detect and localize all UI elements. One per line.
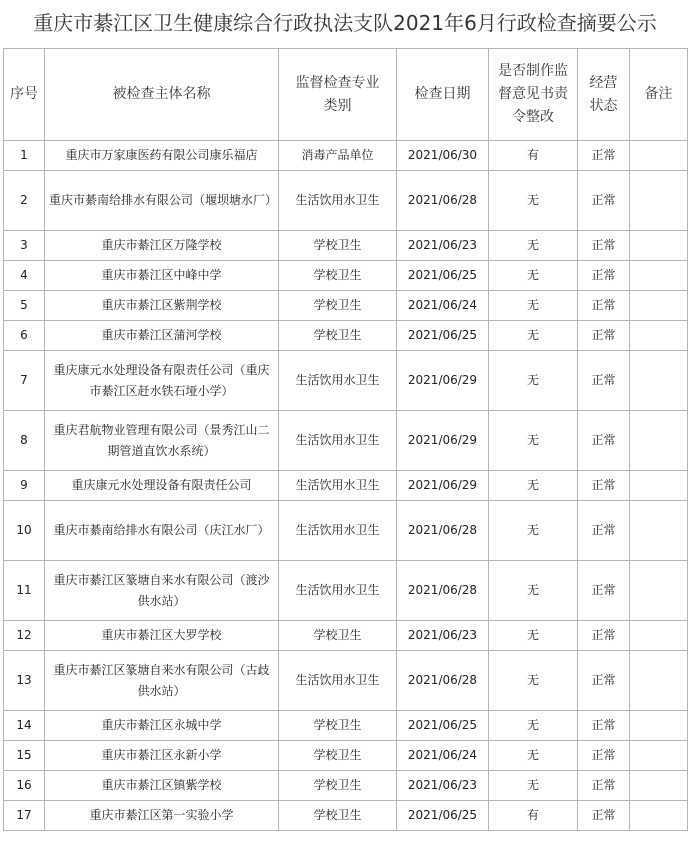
cell-category: 消毒产品单位 [279,141,397,171]
cell-remark [630,471,688,501]
header-subject: 被检查主体名称 [45,49,279,141]
cell-category: 生活饮用水卫生 [279,561,397,621]
cell-remark [630,741,688,771]
cell-subject: 重庆康元水处理设备有限责任公司（重庆市綦江区赶水铁石垭小学） [45,351,279,411]
table-header-row [4,49,688,141]
cell-seq: 6 [4,321,45,351]
cell-date: 2021/06/23 [397,231,489,261]
cell-category: 生活饮用水卫生 [279,651,397,711]
cell-seq: 4 [4,261,45,291]
table-row [4,561,688,621]
cell-subject: 重庆市綦南给排水有限公司（堰坝塘水厂） [45,171,279,231]
cell-opinion: 无 [489,291,578,321]
cell-seq: 8 [4,411,45,471]
table-row [4,171,688,231]
cell-opinion: 无 [489,651,578,711]
cell-remark [630,651,688,711]
cell-category: 学校卫生 [279,291,397,321]
cell-category: 学校卫生 [279,741,397,771]
cell-subject: 重庆康元水处理设备有限责任公司 [45,471,279,501]
cell-category: 学校卫生 [279,771,397,801]
cell-status: 正常 [578,351,630,411]
cell-seq: 9 [4,471,45,501]
cell-status: 正常 [578,261,630,291]
cell-date: 2021/06/25 [397,321,489,351]
cell-opinion: 无 [489,471,578,501]
cell-date: 2021/06/28 [397,171,489,231]
header-seq: 序号 [4,49,45,141]
cell-opinion: 无 [489,231,578,261]
cell-seq: 12 [4,621,45,651]
cell-subject: 重庆市綦江区篆塘自来水有限公司（渡沙供水站） [45,561,279,621]
cell-date: 2021/06/24 [397,741,489,771]
cell-remark [630,291,688,321]
cell-subject: 重庆市綦江区永城中学 [45,711,279,741]
cell-subject: 重庆市綦南给排水有限公司（庆江水厂） [45,501,279,561]
cell-opinion: 无 [489,621,578,651]
cell-opinion: 有 [489,141,578,171]
cell-seq: 11 [4,561,45,621]
cell-opinion: 无 [489,171,578,231]
cell-remark [630,711,688,741]
cell-remark [630,801,688,831]
cell-category: 生活饮用水卫生 [279,411,397,471]
cell-seq: 7 [4,351,45,411]
cell-date: 2021/06/28 [397,651,489,711]
cell-status: 正常 [578,651,630,711]
cell-date: 2021/06/29 [397,471,489,501]
cell-subject: 重庆市綦江区大罗学校 [45,621,279,651]
cell-opinion: 无 [489,321,578,351]
cell-date: 2021/06/25 [397,261,489,291]
cell-subject: 重庆市綦江区第一实验小学 [45,801,279,831]
cell-seq: 3 [4,231,45,261]
cell-opinion: 有 [489,801,578,831]
cell-subject: 重庆市万家康医药有限公司康乐福店 [45,141,279,171]
cell-remark [630,621,688,651]
cell-status: 正常 [578,231,630,261]
cell-seq: 17 [4,801,45,831]
cell-status: 正常 [578,171,630,231]
cell-seq: 1 [4,141,45,171]
cell-seq: 15 [4,741,45,771]
table-row [4,321,688,351]
cell-category: 学校卫生 [279,231,397,261]
page-title: 重庆市綦江区卫生健康综合行政执法支队2021年6月行政检查摘要公示 [33,11,657,35]
table-row [4,351,688,411]
table-row [4,261,688,291]
cell-status: 正常 [578,741,630,771]
table-row [4,621,688,651]
cell-category: 学校卫生 [279,711,397,741]
table-row [4,801,688,831]
cell-status: 正常 [578,411,630,471]
cell-date: 2021/06/25 [397,711,489,741]
cell-remark [630,261,688,291]
cell-status: 正常 [578,291,630,321]
cell-category: 生活饮用水卫生 [279,471,397,501]
cell-seq: 16 [4,771,45,801]
cell-status: 正常 [578,621,630,651]
cell-status: 正常 [578,771,630,801]
cell-subject: 重庆市綦江区紫荆学校 [45,291,279,321]
cell-opinion: 无 [489,261,578,291]
cell-seq: 14 [4,711,45,741]
table-row [4,651,688,711]
cell-opinion: 无 [489,771,578,801]
cell-category: 学校卫生 [279,801,397,831]
table-row [4,711,688,741]
cell-opinion: 无 [489,501,578,561]
table-row [4,411,688,471]
inspection-table [3,48,688,831]
cell-status: 正常 [578,471,630,501]
cell-subject: 重庆君航物业管理有限公司（景秀江山二期管道直饮水系统） [45,411,279,471]
cell-status: 正常 [578,141,630,171]
cell-remark [630,231,688,261]
cell-seq: 5 [4,291,45,321]
cell-seq: 13 [4,651,45,711]
header-status: 经营状态 [578,49,630,141]
cell-category: 学校卫生 [279,261,397,291]
cell-seq: 2 [4,171,45,231]
cell-remark [630,411,688,471]
cell-date: 2021/06/29 [397,411,489,471]
cell-date: 2021/06/23 [397,621,489,651]
cell-subject: 重庆市綦江区万隆学校 [45,231,279,261]
cell-date: 2021/06/28 [397,501,489,561]
cell-category: 学校卫生 [279,621,397,651]
cell-remark [630,141,688,171]
header-category: 监督检查专业类别 [279,49,397,141]
header-date: 检查日期 [397,49,489,141]
cell-opinion: 无 [489,711,578,741]
cell-remark [630,501,688,561]
cell-subject: 重庆市綦江区永新小学 [45,741,279,771]
table-row [4,501,688,561]
cell-status: 正常 [578,561,630,621]
cell-category: 生活饮用水卫生 [279,501,397,561]
cell-status: 正常 [578,801,630,831]
cell-subject: 重庆市綦江区中峰中学 [45,261,279,291]
table-row [4,231,688,261]
header-remark: 备注 [630,49,688,141]
cell-remark [630,321,688,351]
cell-seq: 10 [4,501,45,561]
cell-date: 2021/06/28 [397,561,489,621]
cell-status: 正常 [578,501,630,561]
cell-remark [630,171,688,231]
cell-opinion: 无 [489,741,578,771]
cell-remark [630,771,688,801]
cell-status: 正常 [578,711,630,741]
cell-category: 生活饮用水卫生 [279,171,397,231]
cell-subject: 重庆市綦江区镇紫学校 [45,771,279,801]
table-row [4,471,688,501]
cell-category: 学校卫生 [279,321,397,351]
cell-date: 2021/06/23 [397,771,489,801]
cell-subject: 重庆市綦江区篆塘自来水有限公司（古歧供水站） [45,651,279,711]
cell-category: 生活饮用水卫生 [279,351,397,411]
cell-subject: 重庆市綦江区蒲河学校 [45,321,279,351]
table-row [4,741,688,771]
cell-opinion: 无 [489,561,578,621]
cell-date: 2021/06/25 [397,801,489,831]
cell-remark [630,351,688,411]
cell-date: 2021/06/30 [397,141,489,171]
cell-opinion: 无 [489,351,578,411]
table-row [4,291,688,321]
cell-remark [630,561,688,621]
cell-date: 2021/06/29 [397,351,489,411]
table-body [4,141,688,831]
header-opinion: 是否制作监督意见书责令整改 [489,49,578,141]
cell-date: 2021/06/24 [397,291,489,321]
cell-status: 正常 [578,321,630,351]
table-row [4,141,688,171]
cell-opinion: 无 [489,411,578,471]
table-row [4,771,688,801]
